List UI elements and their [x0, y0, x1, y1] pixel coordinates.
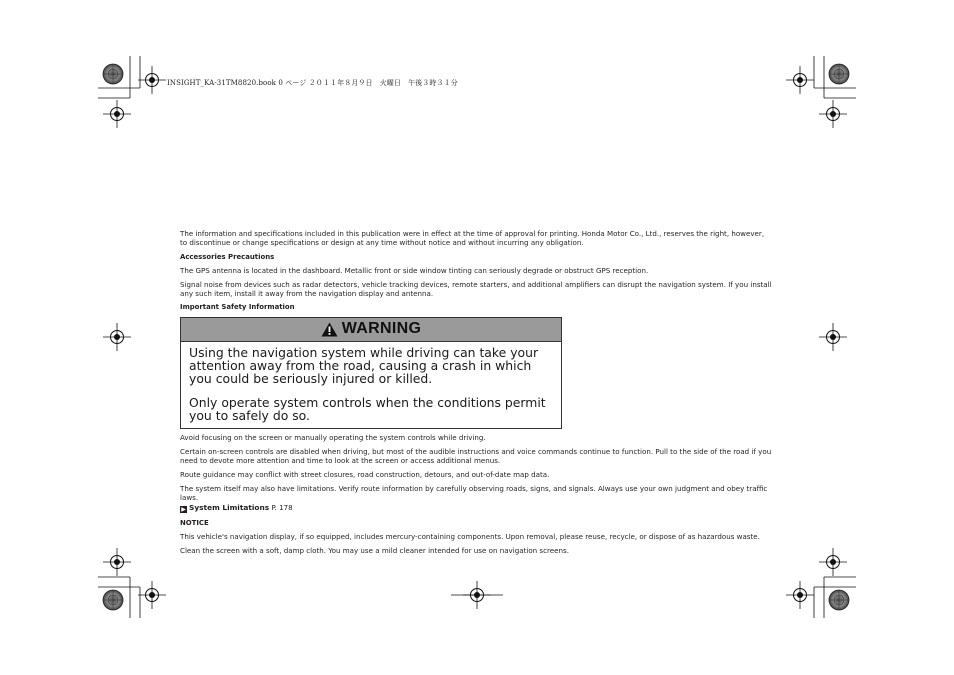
registration-mark — [819, 323, 847, 351]
color-bar-disc — [103, 590, 123, 610]
accessories-heading: Accessories Precautions — [180, 252, 275, 261]
warning-triangle-icon — [321, 322, 338, 337]
warning-header — [181, 318, 561, 342]
safety-paragraph: Certain on-screen controls are disabled when driving, but most of the audible instructions and voice commands continue to function. Pull to the side of the road if you need to devote more attention and time to look at the screen or access additional menus. — [180, 447, 772, 466]
accessories-paragraph: Signal noise from devices such as radar detectors, vehicle tracking devices, remote starters, and additional amplifiers can disrupt the navigation system. If you install any such item, install it away from the navigation display and antenna. — [180, 279, 772, 298]
registration-mark — [103, 100, 131, 128]
print-slug: INSIGHT_KA-31TM8820.book 0 ページ ２０１１年８月９日 火曜日 午後３時３１分 — [167, 79, 458, 87]
registration-mark — [138, 66, 166, 94]
registration-mark — [138, 581, 166, 609]
safety-paragraph: Avoid focusing on the screen or manually operating the system controls while driving. — [180, 433, 486, 443]
warning-title: WARNING — [341, 320, 422, 338]
registration-mark — [819, 100, 847, 128]
registration-mark — [819, 548, 847, 576]
color-bar-disc — [829, 590, 849, 610]
color-bar-disc — [829, 64, 849, 84]
intro-paragraph: The information and specifications included in this publication were in effect at the time of approval for printing. Honda Motor Co., Ltd., reserves the right, however, to discontinue or change specifications or design at any time without notice and without incurring any obligation. — [180, 229, 765, 247]
color-bar-disc — [103, 64, 123, 84]
registration-mark — [103, 548, 131, 576]
warning-box — [180, 317, 562, 429]
warning-text: Using the navigation system while driving can take your attention away from the road, causing a crash in which you could be seriously injured or killed. — [189, 345, 539, 386]
xref-label: System Limitations — [189, 502, 270, 512]
notice-paragraph: This vehicle's navigation display, if so equipped, includes mercury-containing components. Upon removal, please reuse, recycle, or dispose of as hazardous waste. — [180, 531, 760, 541]
registration-mark — [786, 66, 814, 94]
accessories-paragraph: The GPS antenna is located in the dashboard. Metallic front or side window tinting can seriously degrade or obstruct GPS reception. — [180, 265, 649, 275]
warning-body — [181, 342, 561, 428]
warning-text: Only operate system controls when the conditions permit you to safely do so. — [189, 395, 546, 423]
safety-paragraph: Route guidance may conflict with street closures, road construction, detours, and out-of-date map data. — [180, 470, 550, 480]
safety-heading: Important Safety Information — [180, 303, 295, 312]
cross-reference-arrow-icon: ▶ — [181, 505, 186, 513]
page-content — [180, 230, 772, 560]
notice-heading: NOTICE — [180, 518, 209, 527]
xref-page: P. 178 — [271, 502, 293, 512]
notice-paragraph: Clean the screen with a soft, damp cloth. You may use a mild cleaner intended for use on navigation screens. — [180, 545, 569, 555]
registration-mark — [786, 581, 814, 609]
system-limitations-link[interactable] — [180, 504, 772, 513]
registration-mark — [103, 323, 131, 351]
safety-paragraph: The system itself may also have limitations. Verify route information by carefully observing roads, signs, and signals. Always use your own judgment and obey traffic laws. — [180, 483, 768, 502]
